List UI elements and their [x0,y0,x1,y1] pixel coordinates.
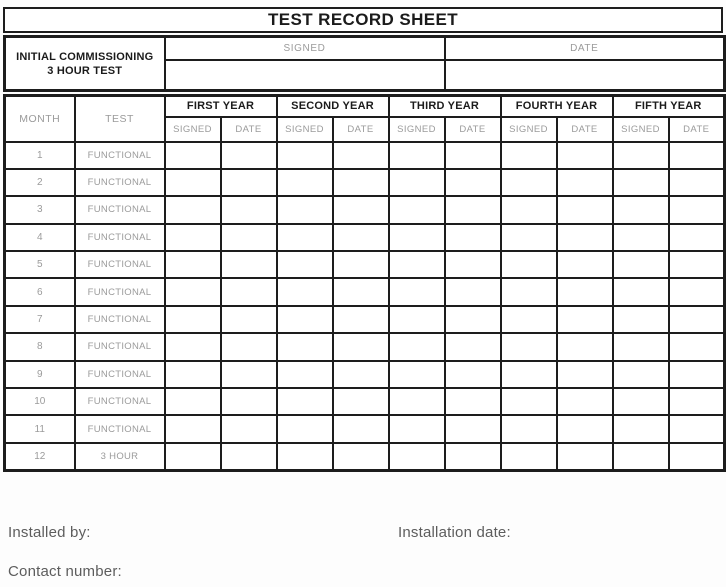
record-cell [333,169,389,196]
record-cell [501,361,557,388]
table-row [5,306,725,333]
initial-commissioning-line2: 3 HOUR TEST [47,64,123,77]
record-cell [445,306,501,333]
record-cell [389,306,445,333]
month-cell: 7 [5,306,75,333]
record-cell [221,415,277,442]
record-cell [501,306,557,333]
signed-subheader: SIGNED [501,117,557,142]
record-cell [669,142,725,169]
record-cell [165,306,221,333]
commissioning-signed-cell [165,60,445,91]
record-cell [501,443,557,470]
month-cell: 1 [5,142,75,169]
record-cell [501,142,557,169]
record-cell [669,251,725,278]
record-cell [501,388,557,415]
record-cell [277,443,333,470]
record-cell [389,415,445,442]
test-cell: FUNCTIONAL [75,169,165,196]
month-cell: 2 [5,169,75,196]
record-cell [277,361,333,388]
signed-subheader: SIGNED [389,117,445,142]
initial-commissioning-line1: INITIAL COMMISSIONING [16,50,154,63]
record-cell [333,361,389,388]
record-cell [445,169,501,196]
record-cell [277,415,333,442]
installed-by-label: Installed by: [8,524,91,541]
test-cell: FUNCTIONAL [75,361,165,388]
record-cell [221,169,277,196]
record-cell [277,278,333,305]
record-cell [669,224,725,251]
record-cell [613,169,669,196]
table-row [5,169,725,196]
record-cell [501,333,557,360]
record-cell [669,361,725,388]
record-cell [165,415,221,442]
record-cell [333,306,389,333]
record-cell [613,278,669,305]
signed-subheader: SIGNED [165,117,221,142]
record-cell [389,251,445,278]
record-cell [445,388,501,415]
record-cell [277,388,333,415]
record-cell [557,142,613,169]
record-cell [221,196,277,223]
test-column-header: TEST [75,96,165,142]
record-cell [613,388,669,415]
record-cell [669,333,725,360]
month-cell: 5 [5,251,75,278]
record-cell [389,169,445,196]
record-cell [669,443,725,470]
record-cell [669,388,725,415]
record-cell [333,443,389,470]
test-cell: FUNCTIONAL [75,251,165,278]
table-row [5,251,725,278]
year-header-fifth: FIFTH YEAR [613,96,725,117]
record-cell [277,333,333,360]
table-row [5,278,725,305]
record-cell [277,169,333,196]
record-cell [333,333,389,360]
record-cell [501,278,557,305]
record-cell [333,196,389,223]
test-record-table [3,94,726,472]
record-cell [501,224,557,251]
record-cell [557,224,613,251]
year-header-row [5,96,725,117]
record-cell [389,333,445,360]
record-cell [277,142,333,169]
record-cell [389,361,445,388]
table-row [5,443,725,470]
record-cell [165,169,221,196]
record-cell [445,415,501,442]
record-cell [165,196,221,223]
test-cell: FUNCTIONAL [75,196,165,223]
month-cell: 4 [5,224,75,251]
record-cell [445,361,501,388]
record-cell [333,278,389,305]
year-header-first: FIRST YEAR [165,96,277,117]
record-cell [669,306,725,333]
record-cell [557,306,613,333]
record-cell [557,388,613,415]
record-cell [613,333,669,360]
record-cell [613,415,669,442]
record-cell [165,361,221,388]
record-cell [389,196,445,223]
record-cell [389,142,445,169]
month-cell: 8 [5,333,75,360]
record-cell [613,361,669,388]
record-cell [669,169,725,196]
record-cell [445,333,501,360]
record-cell [557,415,613,442]
record-cell [165,224,221,251]
date-subheader: DATE [557,117,613,142]
installation-date-label: Installation date: [398,524,511,541]
record-cell [613,443,669,470]
record-cell [501,169,557,196]
record-cell [165,278,221,305]
record-cell [333,415,389,442]
record-cell [613,251,669,278]
record-cell [613,142,669,169]
record-cell [445,224,501,251]
record-cell [669,415,725,442]
record-cell [277,306,333,333]
record-cell [557,251,613,278]
record-cell [445,443,501,470]
record-cell [557,443,613,470]
month-cell: 6 [5,278,75,305]
test-cell: FUNCTIONAL [75,333,165,360]
year-header-fourth: FOURTH YEAR [501,96,613,117]
record-cell [613,224,669,251]
record-cell [557,333,613,360]
record-cell [501,251,557,278]
record-cell [669,278,725,305]
record-cell [277,196,333,223]
record-cell [277,224,333,251]
record-cell [557,169,613,196]
table-row [5,224,725,251]
record-cell [445,278,501,305]
record-cell [221,306,277,333]
record-cell [557,361,613,388]
record-cell [221,388,277,415]
date-subheader: DATE [221,117,277,142]
test-cell: FUNCTIONAL [75,142,165,169]
initial-commissioning-table [3,35,726,92]
date-subheader: DATE [445,117,501,142]
record-cell [669,196,725,223]
record-cell [389,278,445,305]
record-cell [221,251,277,278]
contact-number-label: Contact number: [8,563,122,580]
month-cell: 11 [5,415,75,442]
table-row [5,361,725,388]
record-cell [221,278,277,305]
date-subheader: DATE [333,117,389,142]
record-cell [221,361,277,388]
signed-subheader: SIGNED [277,117,333,142]
month-cell: 12 [5,443,75,470]
record-cell [389,388,445,415]
sheet-title: TEST RECORD SHEET [267,10,459,29]
record-cell [501,196,557,223]
record-cell [557,278,613,305]
record-cell [333,142,389,169]
year-header-third: THIRD YEAR [389,96,501,117]
record-cell [445,196,501,223]
record-cell [165,142,221,169]
record-cell [501,415,557,442]
record-cell [389,224,445,251]
table-row [5,388,725,415]
table-row [5,333,725,360]
record-cell [221,142,277,169]
record-cell [165,388,221,415]
commissioning-date-cell [445,60,725,91]
month-cell: 3 [5,196,75,223]
table-row [5,415,725,442]
record-cell [277,251,333,278]
footer-line-2 [8,563,122,580]
record-cell [333,224,389,251]
month-column-header: MONTH [5,96,75,142]
record-cell [445,142,501,169]
record-cell [333,251,389,278]
footer-line-1 [8,524,718,541]
commissioning-date-header: DATE [445,37,725,60]
year-header-second: SECOND YEAR [277,96,389,117]
test-cell: FUNCTIONAL [75,388,165,415]
month-cell: 9 [5,361,75,388]
test-cell: FUNCTIONAL [75,278,165,305]
initial-commissioning-label [5,37,165,91]
record-cell [613,306,669,333]
test-cell: FUNCTIONAL [75,415,165,442]
record-cell [333,388,389,415]
commissioning-signed-header: SIGNED [165,37,445,60]
record-cell [165,443,221,470]
record-cell [557,196,613,223]
test-cell: 3 HOUR [75,443,165,470]
date-subheader: DATE [669,117,725,142]
test-cell: FUNCTIONAL [75,306,165,333]
record-rows [5,142,725,471]
record-cell [613,196,669,223]
table-row [5,142,725,169]
month-cell: 10 [5,388,75,415]
signed-subheader: SIGNED [613,117,669,142]
table-row [5,196,725,223]
sheet-title-bar [3,7,723,33]
record-cell [165,251,221,278]
record-cell [165,333,221,360]
record-cell [221,443,277,470]
record-cell [221,224,277,251]
record-cell [445,251,501,278]
record-cell [389,443,445,470]
record-cell [221,333,277,360]
test-cell: FUNCTIONAL [75,224,165,251]
